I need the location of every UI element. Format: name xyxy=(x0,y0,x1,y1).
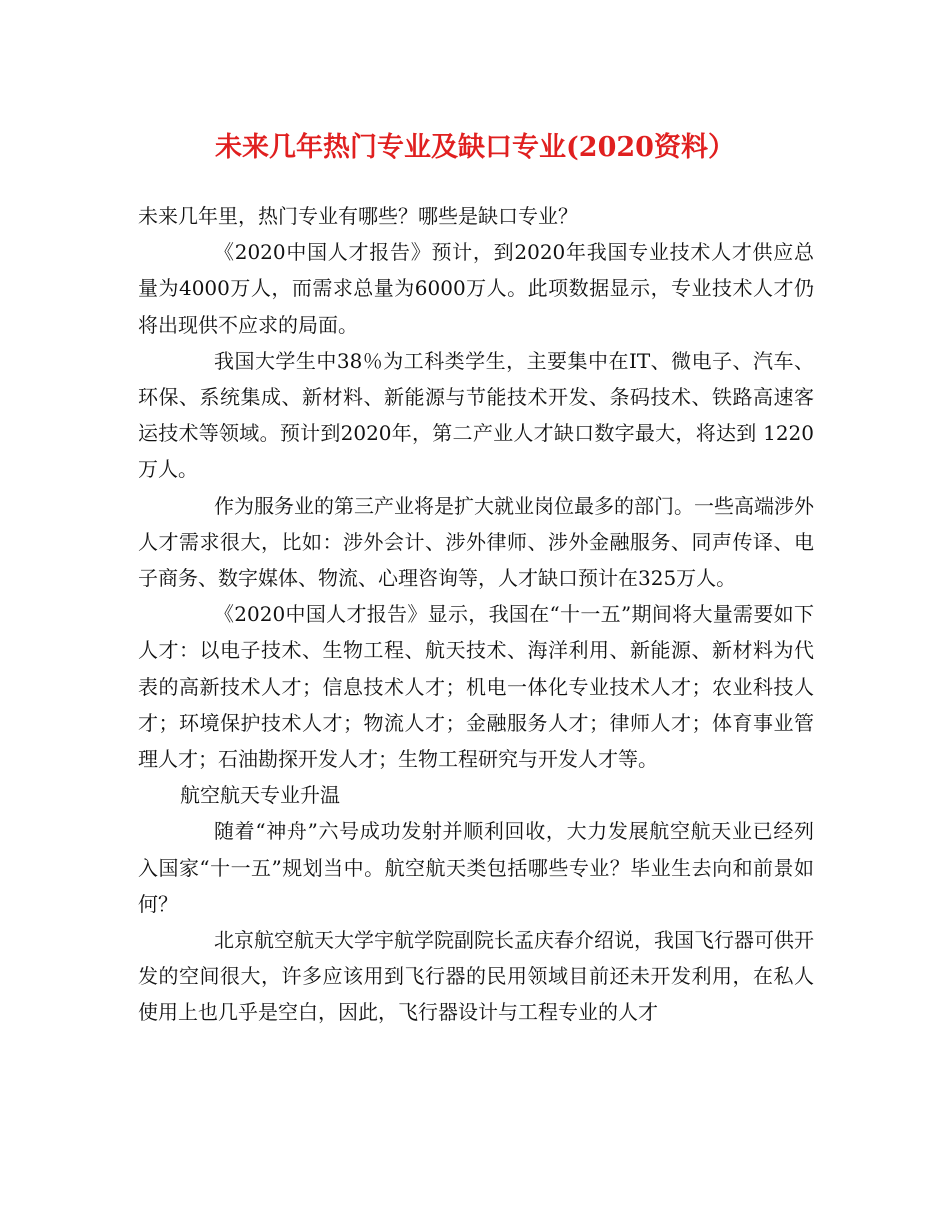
body-paragraph: 《2020中国人才报告》预计，到2020年我国专业技术人才供应总量为4000万人，而需求总量为6000万人。此项数据显示，专业技术人才仍将出现供不应求的局面。 xyxy=(138,240,814,337)
body-paragraph: 作为服务业的第三产业将是扩大就业岗位最多的部门。一些高端涉外人才需求很大，比如：涉外会计、涉外律师、涉外金融服务、同声传译、电子商务、数字媒体、物流、心理咨询等，人才缺口预计在325万人。 xyxy=(138,493,814,591)
body-paragraph: 《2020中国人才报告》显示，我国在“十一五”期间将大量需要如下人才：以电子技术、生物工程、航天技术、海洋利用、新能源、新材料为代表的高新技术人才；信息技术人才；机电一体化专业技术人才；农业科技人才；环境保护技术人才；物流人才；金融服务人才；律师人才；体育事业管理人才；石油勘探开发人才；生物工程研究与开发人才等。 xyxy=(138,602,814,772)
document-body xyxy=(138,198,814,1031)
body-paragraph: 北京航空航天大学宇航学院副院长孟庆春介绍说，我国飞行器可供开发的空间很大，许多应该用到飞行器的民用领域目前还未开发利用，在私人使用上也几乎是空白，因此，飞行器设计与工程专业的人才 xyxy=(138,928,814,1025)
section-heading: 航空航天专业升温 xyxy=(180,783,340,808)
document-title: 未来几年热门专业及缺口专业(2020资料） xyxy=(215,132,735,163)
intro-paragraph: 未来几年里，热门专业有哪些？哪些是缺口专业？ xyxy=(138,204,578,228)
body-paragraph: 我国大学生中38％为工科类学生，主要集中在IT、微电子、汽车、环保、系统集成、新材料、新能源与节能技术开发、条码技术、铁路高速客运技术等领域。预计到2020年，第二产业人才缺口数字最大，将达到 1220万人。 xyxy=(138,348,814,482)
body-paragraph: 随着“神舟”六号成功发射并顺利回收，大力发展航空航天业已经列入国家“十一五”规划当中。航空航天类包括哪些专业？毕业生去向和前景如何？ xyxy=(138,819,814,916)
